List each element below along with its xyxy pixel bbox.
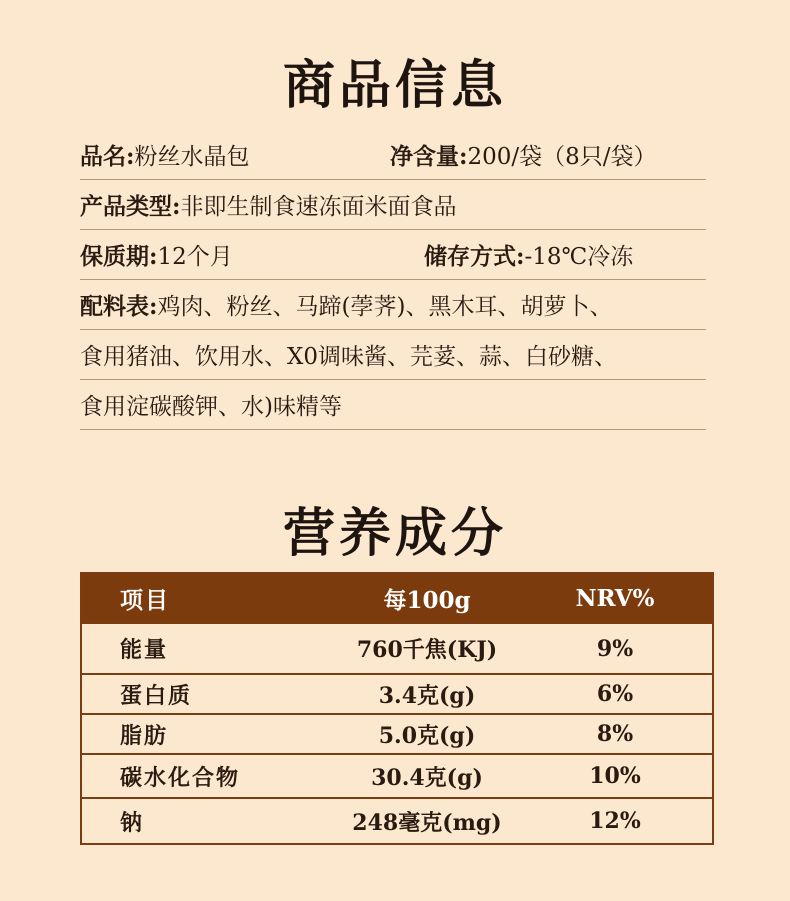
- row-nrv: 8%: [596, 721, 634, 747]
- info-row-ingredients-1: [80, 280, 706, 330]
- storage-label: 储存方式:: [424, 243, 525, 270]
- type-value: 非即生制食速冻面米面食品: [180, 194, 457, 220]
- info-row-name-net: [80, 130, 706, 180]
- ingredients-label: 配料表:: [80, 293, 158, 320]
- row-per100g: 3.4克(g): [378, 682, 476, 709]
- row-per100g: 5.0克(g): [378, 722, 476, 749]
- info-row-shelf-storage: [80, 230, 706, 280]
- info-row-ingredients-3: [80, 380, 706, 430]
- ingredients-line-3: 食用淀碳酸钾、水)味精等: [80, 394, 342, 420]
- row-nrv: 10%: [589, 763, 641, 789]
- row-per100g: 30.4克(g): [371, 764, 483, 791]
- ingredients-line-1: 鸡肉、粉丝、马蹄(荸荠)、黑木耳、胡萝卜、: [157, 294, 613, 320]
- row-per100g: 760千焦(KJ): [356, 637, 498, 663]
- name-label: 品名:: [80, 143, 135, 170]
- row-nrv: 9%: [596, 635, 634, 662]
- header-nrv: NRV%: [575, 584, 655, 612]
- ingredients-line-2: 食用猪油、饮用水、X0调味酱、芫荽、蒜、白砂糖、: [80, 344, 618, 370]
- row-per100g: 248毫克(mg): [352, 809, 502, 836]
- nutrition-table: [80, 572, 714, 845]
- product-info-title: 商品信息: [282, 55, 507, 116]
- row-item: 碳水化合物: [120, 764, 241, 791]
- product-info-list: [80, 130, 706, 430]
- shelf-life-value: 12个月: [157, 244, 233, 270]
- type-label: 产品类型:: [80, 193, 181, 220]
- table-row: [82, 673, 712, 713]
- header-item: 项目: [120, 586, 170, 614]
- row-nrv: 6%: [596, 681, 634, 707]
- table-row: [82, 713, 712, 753]
- info-row-ingredients-2: [80, 330, 706, 380]
- table-row: [82, 753, 712, 797]
- row-item: 脂肪: [120, 722, 169, 749]
- nutrition-title: 营养成分: [282, 503, 507, 564]
- info-row-type: [80, 180, 706, 230]
- header-per100g: 每100g: [383, 586, 471, 614]
- shelf-life-label: 保质期:: [80, 243, 158, 270]
- table-row: [82, 624, 712, 673]
- net-weight-label: 净含量:: [390, 143, 468, 170]
- net-weight-value: 200/袋（8只/袋）: [467, 144, 657, 170]
- row-item: 能量: [120, 637, 169, 663]
- name-value: 粉丝水晶包: [134, 144, 250, 170]
- table-row: [82, 797, 712, 843]
- row-item: 蛋白质: [120, 682, 193, 709]
- storage-value: -18℃冷冻: [524, 244, 634, 270]
- row-nrv: 12%: [589, 808, 641, 834]
- row-item: 钠: [120, 809, 145, 836]
- nutrition-header-row: [82, 574, 712, 622]
